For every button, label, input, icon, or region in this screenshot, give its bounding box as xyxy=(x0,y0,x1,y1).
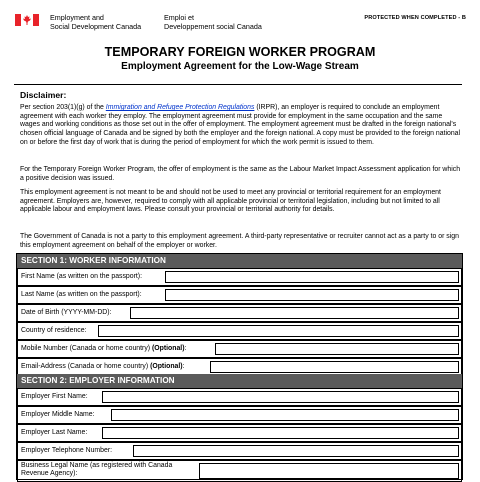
worker-mobile-input[interactable] xyxy=(215,343,459,355)
employer-last-name-label: Employer Last Name: xyxy=(21,429,88,436)
business-legal-name-label: Business Legal Name (as registered with Canada Revenue Agency): xyxy=(21,462,173,477)
worker-email-input[interactable] xyxy=(210,361,459,373)
worker-dob-row xyxy=(17,304,462,322)
business-legal-name-input[interactable] xyxy=(199,463,459,479)
dept-en-line2: Social Development Canada xyxy=(50,22,142,31)
mobile-label-colon: : xyxy=(184,345,187,352)
worker-last-name-label: Last Name (as written on the passport): xyxy=(21,291,142,298)
protected-label: PROTECTED WHEN COMPLETED - B xyxy=(364,15,466,21)
page-header xyxy=(0,0,480,40)
department-name-english xyxy=(50,13,160,31)
disclaimer-paragraph-2: For the Temporary Foreign Worker Program, the offer of employment is the same as the Labour Market Impact Assessment application for which a positive decision was issued. xyxy=(20,166,461,182)
worker-first-name-input[interactable] xyxy=(165,271,459,283)
worker-first-name-label: First Name (as written on the passport): xyxy=(21,273,143,280)
employer-last-name-row xyxy=(17,424,462,442)
employer-telephone-row xyxy=(17,442,462,460)
worker-country-input[interactable] xyxy=(98,325,459,337)
employer-middle-name-row xyxy=(17,406,462,424)
disclaimer-heading: Disclaimer: xyxy=(20,90,67,100)
email-label-text: Email-Address (Canada or home country) xyxy=(21,363,151,370)
dept-fr-line2: Developpement social Canada xyxy=(164,22,262,31)
maple-leaf-icon xyxy=(23,15,31,25)
canada-flag-icon xyxy=(15,14,39,26)
title-divider xyxy=(14,84,462,85)
dept-fr-line1: Emploi et xyxy=(164,13,194,22)
employer-last-name-input[interactable] xyxy=(102,427,459,439)
worker-dob-label: Date of Birth (YYYY-MM-DD): xyxy=(21,309,112,316)
employer-first-name-row xyxy=(17,388,462,406)
irpr-link[interactable]: Immigration and Refugee Protection Regulations xyxy=(105,104,255,111)
form-subtitle: Employment Agreement for the Low-Wage Stream xyxy=(121,61,359,72)
worker-country-label: Country of residence: xyxy=(21,327,87,334)
mobile-label-text: Mobile Number (Canada or home country) xyxy=(21,345,152,352)
dept-en-line1: Employment and xyxy=(50,13,104,22)
worker-mobile-row xyxy=(17,340,462,358)
worker-country-row xyxy=(17,322,462,340)
worker-email-label xyxy=(21,363,185,371)
email-optional-text: (Optional) xyxy=(150,363,183,370)
worker-last-name-input[interactable] xyxy=(165,289,459,301)
employer-first-name-label: Employer First Name: xyxy=(21,393,88,400)
employer-telephone-input[interactable] xyxy=(133,445,459,457)
employer-middle-name-label: Employer Middle Name: xyxy=(21,411,95,418)
employer-first-name-input[interactable] xyxy=(102,391,459,403)
section2-header: SECTION 2: EMPLOYER INFORMATION xyxy=(17,374,462,388)
section1-header: SECTION 1: WORKER INFORMATION xyxy=(17,254,462,268)
employer-telephone-label: Employer Telephone Number: xyxy=(21,447,113,454)
business-legal-name-row xyxy=(17,460,462,482)
worker-last-name-row xyxy=(17,286,462,304)
worker-mobile-label xyxy=(21,345,186,353)
disclaimer-p1-text-cont: (IRPR), an employer is required to conclude an employment agreement with each worker they employ. The employment agreement must provide for employment in the same occupation and the same wages and working conditions as those set out in the offer of employment. The employment agreement must be drafted in the foreign national's chosen official language of Canada and be signed by both the employer and the foreign national. A copy must be provided to the foreign national on or before the first day of work that is during the period of employment for which the work permit is issued to them. xyxy=(20,104,461,146)
employer-middle-name-input[interactable] xyxy=(111,409,459,421)
email-label-colon: : xyxy=(182,363,185,370)
form-title: TEMPORARY FOREIGN WORKER PROGRAM xyxy=(104,45,376,59)
worker-dob-input[interactable] xyxy=(130,307,459,319)
disclaimer-paragraph-1 xyxy=(20,104,462,148)
disclaimer-paragraph-3: This employment agreement is not meant to be and should not be used to meet any provincial or territorial requirement for an employment agreement. Employers are, however, required to comply with all applicable provincial or territorial legislation, including but not limited to all applicable labour and employment laws. Please consult your provincial or territorial authority for details. xyxy=(20,189,441,214)
disclaimer-paragraph-4: The Government of Canada is not a party to this employment agreement. A third-party representative or recruiter cannot act as a party to or sign this employment agreement on behalf of the employer or worker. xyxy=(20,233,459,249)
worker-first-name-row xyxy=(17,268,462,286)
disclaimer-p1-text: Per section 203(1)(g) of the xyxy=(20,104,106,111)
mobile-optional-text: (Optional) xyxy=(151,345,185,352)
department-name-french xyxy=(164,13,284,31)
